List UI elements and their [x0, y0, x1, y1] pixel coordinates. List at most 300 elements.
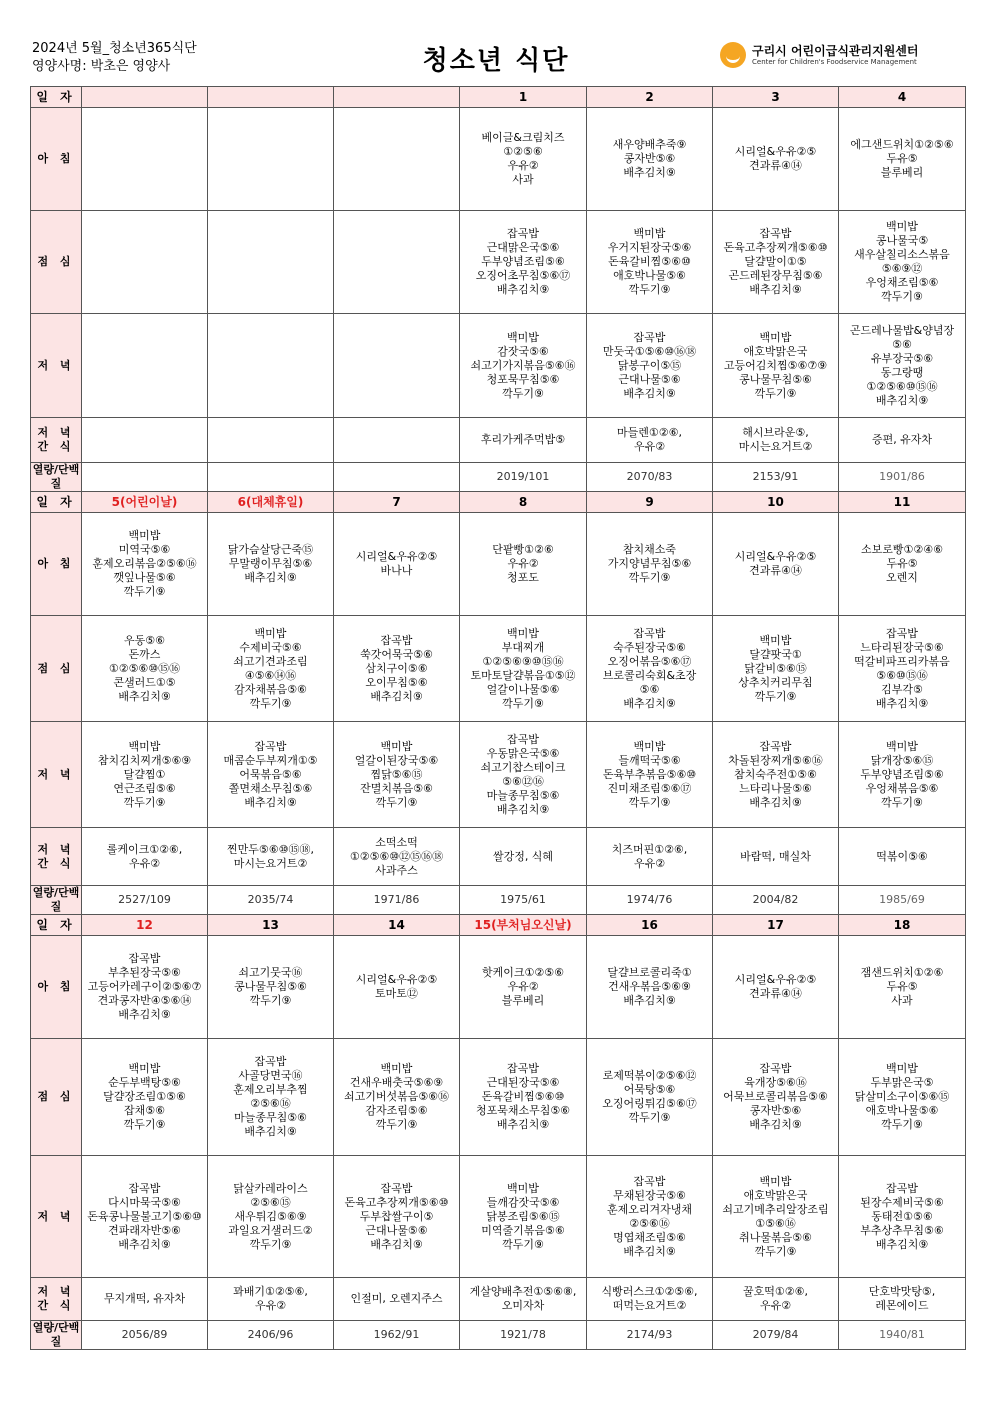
lunch-cell	[713, 211, 839, 314]
breakfast-cell	[82, 513, 208, 616]
menu-item: 깍두기⑨	[375, 1118, 418, 1131]
menu-item: 깍두기⑨	[123, 585, 166, 598]
date-label: 일 자	[31, 87, 82, 108]
menu-item: 동그랑땡	[880, 365, 924, 379]
date-row	[31, 915, 966, 936]
nutrition-row	[31, 886, 966, 915]
menu-item: 우동맑은국⑤⑥	[486, 746, 560, 760]
menu-item: 잡곡밥	[759, 739, 792, 753]
menu-item: 미역줄기볶음⑤⑥	[481, 1223, 565, 1237]
menu-item: 사과	[891, 994, 913, 1007]
dinner-cell	[208, 314, 334, 418]
menu-item: 우엉채조림⑤⑥	[865, 276, 939, 289]
menu-item: 백미밥	[886, 220, 918, 233]
menu-item: 무채된장국⑤⑥	[613, 1188, 686, 1202]
nutrition-cell: 1975/61	[460, 886, 587, 915]
menu-item: 콩나물무침⑤⑥	[739, 372, 812, 386]
menu-item: ⑤⑥⑩⑮⑯	[876, 668, 928, 682]
breakfast-cell	[208, 936, 334, 1039]
menu-item: 단팥빵①②⑥	[492, 543, 554, 556]
breakfast-cell	[334, 936, 460, 1039]
menu-item: 우유②	[507, 980, 539, 993]
menu-item: 증편, 유자차	[871, 433, 933, 446]
dinner-cell	[713, 1156, 839, 1278]
menu-item: 사골당면국⑯	[238, 1069, 303, 1082]
breakfast-cell	[713, 936, 839, 1039]
breakfast-cell	[460, 108, 587, 211]
menu-item: 무지개떡, 유자차	[103, 1292, 186, 1305]
breakfast-cell	[839, 108, 966, 211]
menu-item: 백미밥	[380, 739, 413, 753]
menu-item: 백미밥	[128, 1062, 161, 1075]
dinner-cell	[839, 1156, 966, 1278]
dinner-cell	[460, 722, 587, 828]
nutrition-cell: 1971/86	[334, 886, 460, 915]
dinner-cell	[82, 1156, 208, 1278]
menu-item: 상추치커리무침	[738, 675, 813, 689]
menu-item: 배추김치⑨	[370, 1237, 423, 1251]
menu-item: 새우양배추죽⑨	[612, 138, 687, 151]
snack-cell	[82, 828, 208, 886]
menu-item: 애호박나물⑤⑥	[613, 269, 686, 282]
snack-label-line: 저 녁	[37, 842, 75, 856]
menu-item: 배추김치⑨	[370, 689, 423, 703]
menu-item: 숙주된장국⑤⑥	[613, 640, 686, 654]
menu-item: 잡곡밥	[128, 952, 161, 965]
menu-item: 잡곡밥	[759, 227, 792, 240]
menu-item: 청포묵무침⑤⑥	[486, 372, 560, 386]
snack-cell	[460, 828, 587, 886]
menu-item: 들깨떡국⑤⑥	[618, 753, 681, 767]
date-cell: 1	[460, 87, 587, 108]
breakfast-cell	[587, 936, 713, 1039]
menu-item: 우유②	[633, 856, 666, 870]
menu-item: 콩나물국⑤	[875, 234, 929, 247]
menu-item: 배추김치⑨	[623, 386, 676, 400]
lunch-cell	[713, 616, 839, 722]
nutrition-label: 열량/단백질	[31, 1321, 82, 1350]
menu-item: 잡곡밥	[759, 1062, 792, 1075]
menu-item: 찜닭⑤⑥⑮	[370, 767, 423, 781]
breakfast-cell	[839, 936, 966, 1039]
nutrition-cell	[82, 463, 208, 492]
menu-item: 부추된장국⑤⑥	[108, 966, 181, 979]
snack-label-line: 간 식	[37, 856, 75, 870]
menu-item: 잔멸치볶음⑤⑥	[360, 781, 433, 795]
menu-item: 얼갈이나물⑤⑥	[486, 682, 560, 696]
lunch-row	[31, 616, 966, 722]
menu-item: 깍두기⑨	[502, 1237, 544, 1251]
date-cell: 3	[713, 87, 839, 108]
menu-item: 사과	[512, 173, 534, 186]
menu-item: 잡곡밥	[507, 732, 539, 746]
menu-item: 소떡소떡	[375, 835, 418, 849]
lunch-cell	[460, 616, 587, 722]
nutrition-cell	[208, 463, 334, 492]
menu-table	[30, 86, 966, 1350]
menu-item: 배추김치⑨	[749, 1118, 802, 1131]
menu-item: 고등어카레구이②⑤⑥⑦	[87, 980, 202, 993]
lunch-cell	[839, 1039, 966, 1156]
breakfast-label: 아 침	[31, 108, 82, 211]
snack-row	[31, 1278, 966, 1321]
breakfast-label: 아 침	[31, 513, 82, 616]
menu-item: 해시브라운⑤,	[742, 426, 809, 439]
snack-cell	[839, 418, 966, 463]
menu-item: 잡곡밥	[380, 633, 413, 647]
menu-item: 우동⑤⑥	[124, 633, 165, 647]
menu-item: 애호박맑은국	[743, 1188, 808, 1202]
nutrition-row	[31, 1321, 966, 1350]
menu-item: 배추김치⑨	[496, 802, 550, 816]
smile-logo-icon	[720, 42, 746, 68]
menu-item: 베이글&크림치즈	[481, 131, 565, 144]
menu-item: 핫케이크①②⑤⑥	[482, 966, 564, 979]
snack-label	[31, 418, 82, 463]
menu-item: 돈육콩나물불고기⑤⑥⑩	[87, 1209, 202, 1223]
dinner-cell	[713, 722, 839, 828]
menu-item: 배추김치⑨	[244, 571, 297, 584]
lunch-cell	[334, 211, 460, 314]
dinner-row	[31, 722, 966, 828]
menu-item: 만둣국①⑤⑥⑩⑯⑱	[602, 344, 697, 358]
menu-item: 취나물볶음⑤⑥	[739, 1230, 812, 1244]
menu-item: 배추김치⑨	[749, 795, 802, 809]
nutrition-cell: 2406/96	[208, 1321, 334, 1350]
menu-item: ⑤⑥	[639, 682, 660, 696]
date-cell: 4	[839, 87, 966, 108]
menu-item: 잼샌드위치①②⑥	[860, 966, 944, 979]
menu-item: 깍두기⑨	[123, 795, 166, 809]
menu-item: 백미밥	[128, 739, 161, 753]
dinner-label: 저 녁	[31, 722, 82, 828]
menu-item: 깍두기⑨	[249, 696, 292, 710]
menu-item: 깍두기⑨	[881, 795, 923, 809]
menu-item: 감잣국⑤⑥	[497, 344, 549, 358]
breakfast-cell	[713, 108, 839, 211]
menu-item: 돈육고추장찌개⑤⑥⑩	[723, 241, 828, 254]
menu-period: 2024년 5월_청소년365식단	[32, 41, 197, 56]
menu-item: 달걀찜①	[123, 767, 166, 781]
menu-item: 달걀장조림①⑤⑥	[103, 1090, 186, 1103]
menu-item: 백미밥	[759, 1174, 792, 1188]
menu-item: 근대된장국⑤⑥	[486, 1076, 560, 1089]
snack-label	[31, 1278, 82, 1321]
dinner-cell	[713, 314, 839, 418]
menu-item: 배추김치⑨	[244, 1125, 297, 1138]
menu-item: 인절미, 오렌지주스	[350, 1292, 443, 1305]
menu-item: 콘샐러드①⑤	[113, 675, 176, 689]
menu-item: 참치채소죽	[622, 543, 677, 556]
menu-item: 백미밥	[633, 739, 666, 753]
lunch-cell	[460, 211, 587, 314]
snack-cell	[208, 1278, 334, 1321]
menu-item: 블루베리	[501, 994, 545, 1007]
menu-item: 브로콜리숙회&초장	[602, 668, 697, 682]
menu-item: 과일요거샐러드②	[228, 1223, 313, 1237]
date-label: 일 자	[31, 915, 82, 936]
menu-item: 로제떡볶이②⑤⑥⑫	[602, 1069, 697, 1082]
menu-item: 훈제오리겨자냉채	[606, 1202, 692, 1216]
dinner-label: 저 녁	[31, 1156, 82, 1278]
menu-item: 후리가케주먹밥⑤	[480, 433, 566, 446]
menu-item: 백미밥	[886, 739, 918, 753]
menu-item: 쇠고기메추리알장조림	[722, 1202, 829, 1216]
menu-item: 게살양배추전①⑤⑥⑧,	[469, 1285, 577, 1298]
date-cell: 18	[839, 915, 966, 936]
menu-item: 배추김치⑨	[623, 696, 676, 710]
menu-item: 오징어초무침⑤⑥⑰	[475, 269, 571, 282]
nutrition-cell: 2035/74	[208, 886, 334, 915]
menu-item: 잡곡밥	[128, 1181, 161, 1195]
dinner-cell	[334, 314, 460, 418]
snack-cell	[587, 418, 713, 463]
dinner-row	[31, 314, 966, 418]
snack-cell	[713, 1278, 839, 1321]
menu-item: 우엉채볶음⑤⑥	[865, 781, 939, 795]
menu-item: ①②⑤⑥⑩⑮⑯	[866, 379, 938, 393]
menu-item: 달걀말이①⑤	[744, 255, 807, 268]
menu-item: 우거지된장국⑤⑥	[607, 241, 692, 254]
page-header	[0, 0, 992, 86]
menu-item: 감자채볶음⑤⑥	[234, 682, 307, 696]
menu-item: 시리얼&우유②⑤	[355, 550, 438, 563]
nutrition-cell: 2079/84	[713, 1321, 839, 1350]
menu-item: 깍두기⑨	[754, 689, 797, 703]
menu-item: 잡채⑤⑥	[124, 1104, 165, 1117]
lunch-cell	[839, 616, 966, 722]
menu-item: 닭봉조림⑤⑥⑮	[486, 1209, 560, 1223]
menu-item: 두유⑤	[886, 152, 918, 165]
logo-name: 구리시 어린이급식관리지원센터	[752, 43, 919, 58]
menu-item: 연근조림⑤⑥	[113, 781, 176, 795]
menu-item: 새우튀김⑤⑥⑨	[234, 1209, 307, 1223]
breakfast-row	[31, 513, 966, 616]
date-cell: 11	[839, 492, 966, 513]
menu-item: 마늘종무침⑤⑥	[234, 1111, 307, 1124]
snack-row	[31, 418, 966, 463]
lunch-cell	[208, 616, 334, 722]
menu-item: 배추김치⑨	[244, 795, 297, 809]
snack-cell	[334, 828, 460, 886]
breakfast-cell	[460, 936, 587, 1039]
menu-item: 깻잎나물⑤⑥	[113, 571, 176, 584]
menu-item: 깍두기⑨	[628, 571, 671, 584]
menu-item: 두부양념조림⑤⑥	[860, 767, 944, 781]
menu-item: 명엽채조림⑤⑥	[613, 1230, 686, 1244]
menu-item: ⑤⑥⑨⑫	[881, 262, 923, 275]
menu-item: ①②⑤⑥⑩⑮⑯	[108, 661, 181, 675]
menu-item: 백미밥	[759, 633, 792, 647]
menu-item: ⑤⑥⑫⑯	[502, 774, 544, 788]
menu-item: 근대나물⑤⑥	[365, 1223, 428, 1237]
menu-item: 오징어링튀김⑤⑥⑰	[602, 1097, 697, 1110]
lunch-label: 점 심	[31, 211, 82, 314]
menu-item: 두유⑤	[886, 557, 918, 570]
menu-item: 롤케이크①②⑥,	[106, 842, 183, 856]
menu-item: 우유②	[759, 1299, 792, 1312]
menu-item: 오이무침⑤⑥	[365, 675, 428, 689]
menu-item: ⑤⑥	[892, 337, 912, 351]
lunch-cell	[587, 616, 713, 722]
menu-item: 콩나물무침⑤⑥	[234, 980, 307, 993]
snack-label-line: 저 녁	[37, 1285, 75, 1298]
menu-item: 다시마묵국⑤⑥	[108, 1195, 181, 1209]
menu-item: 느타리된장국⑤⑥	[860, 640, 944, 654]
menu-item: 소보로빵①②④⑥	[861, 543, 943, 556]
menu-item: 돈까스	[128, 647, 161, 661]
snack-cell	[587, 828, 713, 886]
menu-item: 돈육부추볶음⑤⑥⑩	[602, 767, 697, 781]
menu-item: 배추김치⑨	[623, 1244, 676, 1258]
menu-item: 백미밥	[633, 227, 666, 240]
breakfast-cell	[82, 108, 208, 211]
nutrition-label: 열량/단백질	[31, 463, 82, 492]
menu-item: 순두부백탕⑤⑥	[108, 1076, 181, 1089]
breakfast-cell	[587, 513, 713, 616]
menu-item: 견과류④⑭	[749, 159, 802, 172]
snack-label-line: 저 녁	[37, 426, 75, 439]
logo-subtitle: Center for Children's Foodservice Management	[752, 57, 917, 66]
menu-item: ①②⑤⑥	[503, 145, 543, 158]
nutrition-cell	[334, 463, 460, 492]
menu-item: 어묵탕⑤⑥	[623, 1083, 676, 1096]
menu-item: 미역국⑤⑥	[118, 543, 171, 556]
lunch-cell	[334, 1039, 460, 1156]
menu-item: 시리얼&우유②⑤	[355, 973, 438, 986]
snack-cell	[713, 828, 839, 886]
menu-item: 돈육갈비찜⑤⑥⑩	[481, 1090, 565, 1103]
menu-item: 깍두기⑨	[249, 1237, 292, 1251]
snack-label	[31, 828, 82, 886]
snack-cell	[82, 1278, 208, 1321]
snack-cell	[839, 828, 966, 886]
menu-item: 치즈머핀①②⑥,	[611, 842, 688, 856]
menu-item: 애호박맑은국	[743, 344, 808, 358]
menu-item: 오미자차	[501, 1299, 545, 1312]
menu-item: 깍두기⑨	[375, 795, 418, 809]
dinner-cell	[587, 314, 713, 418]
menu-item: 들깨감잣국⑤⑥	[486, 1195, 560, 1209]
menu-item: 백미밥	[254, 626, 287, 640]
lunch-cell	[208, 211, 334, 314]
date-row	[31, 87, 966, 108]
menu-item: 애호박나물⑤⑥	[865, 1104, 939, 1117]
nutrition-label: 열량/단백질	[31, 886, 82, 915]
menu-item: 무말랭이무침⑤⑥	[228, 557, 313, 570]
menu-item: 시리얼&우유②⑤	[734, 550, 817, 563]
menu-item: 쇠고기버섯볶음⑤⑥⑯	[343, 1090, 450, 1103]
menu-item: 깍두기⑨	[123, 1118, 166, 1131]
menu-item: 청포도	[507, 571, 539, 584]
menu-item: 동태전①⑤⑥	[871, 1209, 933, 1223]
lunch-cell	[208, 1039, 334, 1156]
nutrition-cell: 2153/91	[713, 463, 839, 492]
menu-item: 토마토⑫	[375, 987, 418, 1000]
menu-item: ②⑤⑥⑯	[629, 1216, 670, 1230]
menu-item: 매콤순두부찌개①⑤	[223, 753, 318, 767]
breakfast-cell	[460, 513, 587, 616]
menu-item: 잡곡밥	[886, 626, 918, 640]
menu-item: 우유②	[507, 159, 539, 172]
breakfast-row	[31, 108, 966, 211]
menu-item: 닭살카레라이스	[233, 1181, 308, 1195]
menu-item: 시리얼&우유②⑤	[734, 973, 817, 986]
menu-item: 건새우배춧국⑤⑥⑨	[349, 1076, 444, 1089]
menu-item: 닭갈비⑤⑥⑮	[744, 661, 807, 675]
menu-item: 잡곡밥	[507, 1062, 539, 1075]
menu-item: 우유②	[128, 856, 161, 870]
dinner-cell	[839, 722, 966, 828]
menu-item: 배추김치⑨	[749, 283, 802, 296]
menu-item: 백미밥	[507, 626, 539, 640]
lunch-cell	[460, 1039, 587, 1156]
menu-item: 두부양념조림⑤⑥	[481, 255, 565, 268]
dinner-cell	[587, 722, 713, 828]
lunch-cell	[334, 616, 460, 722]
menu-item: 깍두기⑨	[881, 1118, 923, 1131]
menu-item: 떡갈비파프리카볶음	[854, 654, 950, 668]
menu-item: 깍두기⑨	[502, 386, 544, 400]
menu-item: 백미밥	[507, 330, 539, 344]
nutrition-cell: 1962/91	[334, 1321, 460, 1350]
menu-item: 백미밥	[507, 1181, 539, 1195]
menu-item: 부대찌개	[501, 640, 545, 654]
menu-item: 콩자반⑤⑥	[623, 152, 676, 165]
menu-item: 훈제오리부추찜	[233, 1083, 308, 1096]
menu-item: 단호박맛탕⑤,	[868, 1285, 936, 1298]
menu-item: 식빵러스크①②⑤⑥,	[601, 1285, 698, 1298]
menu-item: 바람떡, 매실차	[740, 849, 811, 863]
date-cell: 2	[587, 87, 713, 108]
menu-item: 배추김치⑨	[875, 1237, 929, 1251]
menu-item: 사과주스	[375, 863, 418, 877]
menu-item: 잡곡밥	[380, 1181, 413, 1195]
menu-item: 배추김치⑨	[875, 696, 929, 710]
menu-item: 근대맑은국⑤⑥	[486, 241, 560, 254]
menu-item: 닭봉구이⑤⑮	[617, 358, 682, 372]
menu-item: 깍두기⑨	[249, 994, 292, 1007]
dinner-cell	[82, 722, 208, 828]
nutrition-cell: 1940/81	[839, 1321, 966, 1350]
menu-item: 잡곡밥	[886, 1181, 918, 1195]
breakfast-cell	[208, 513, 334, 616]
menu-item: 블루베리	[880, 166, 924, 179]
breakfast-cell	[82, 936, 208, 1039]
date-cell: 10	[713, 492, 839, 513]
date-cell	[82, 87, 208, 108]
menu-item: 배추김치⑨	[118, 689, 171, 703]
menu-item: ①②⑤⑥⑨⑩⑮⑯	[482, 654, 564, 668]
menu-item: 백미밥	[759, 330, 792, 344]
dinner-label: 저 녁	[31, 314, 82, 418]
snack-cell	[334, 418, 460, 463]
date-cell: 7	[334, 492, 460, 513]
menu-item: 쇠고기뭇국⑯	[238, 966, 303, 979]
menu-item: 깍두기⑨	[628, 795, 671, 809]
menu-item: 마들렌①②⑥,	[617, 426, 682, 439]
center-logo	[720, 42, 918, 68]
menu-item: 깍두기⑨	[881, 290, 923, 303]
menu-item: 떠먹는요거트②	[612, 1299, 687, 1312]
breakfast-cell	[839, 513, 966, 616]
nutrition-cell: 1985/69	[839, 886, 966, 915]
menu-item: 어묵볶음⑤⑥	[239, 767, 302, 781]
menu-item: 토마토달걀볶음①⑤⑫	[470, 668, 576, 682]
menu-item: 유부장국⑤⑥	[870, 351, 934, 365]
date-cell	[334, 87, 460, 108]
menu-item: 우유②	[254, 1299, 287, 1312]
